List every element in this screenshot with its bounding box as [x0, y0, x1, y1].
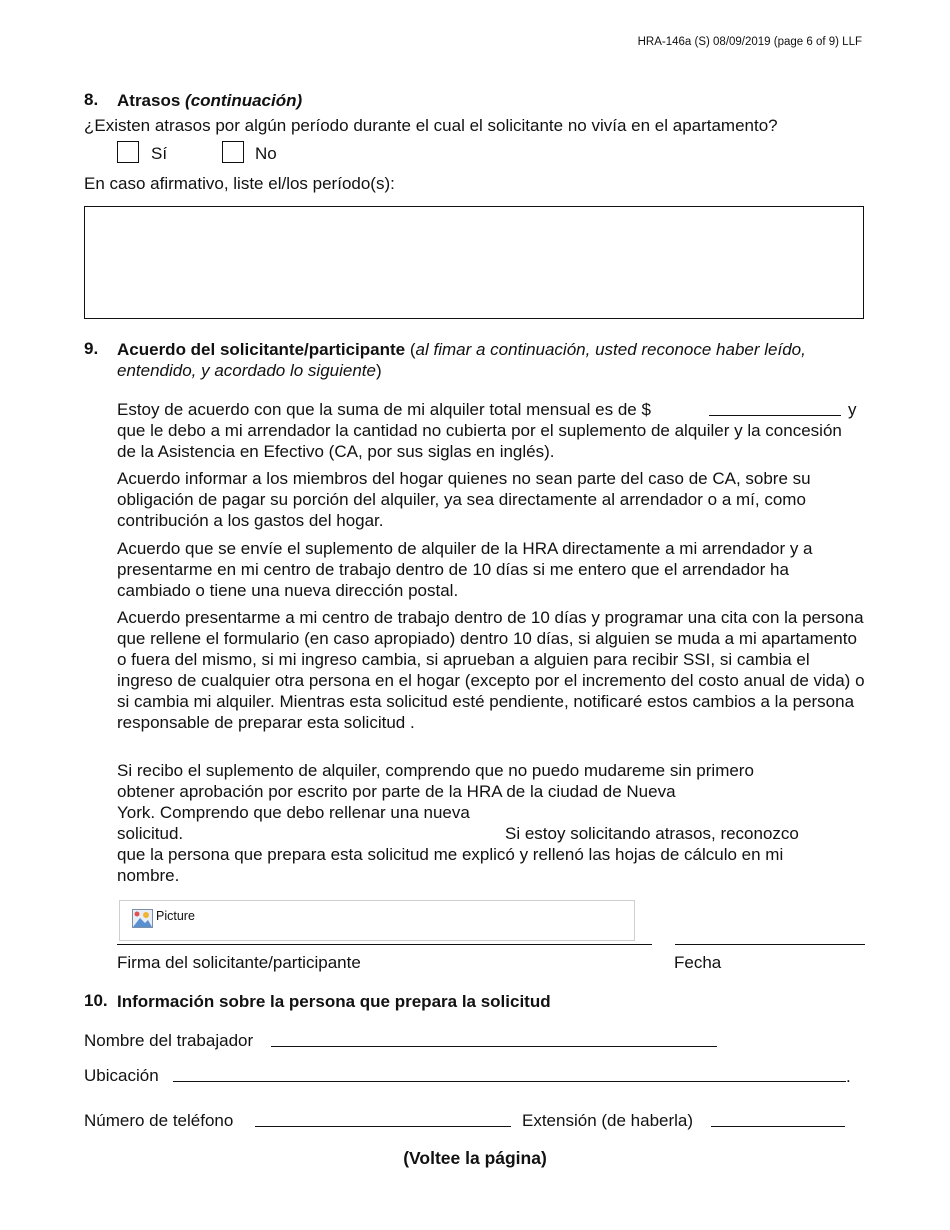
section-8-number: 8.	[84, 90, 99, 109]
move-line-3: York. Comprendo que debo rellenar una nueva	[117, 803, 470, 822]
household-paragraph: Acuerdo informar a los miembros del hogar quienes no sean parte del caso de CA, sobre su obligación de pagar su porción del alquiler, ya sea directamente al arrendador o a mí, como contribución a los gastos del hogar.	[117, 469, 811, 530]
phone-label: Número de teléfono	[84, 1111, 234, 1130]
landlord-paragraph: Acuerdo que se envíe el suplemento de alquiler de la HRA directamente a mi arrendador y a presentarme en mi centro de trabajo dentro de 10 días si me entero que el arrendador ha cambiado o tiene una nueva dirección postal.	[117, 539, 813, 600]
periods-textbox[interactable]	[84, 206, 864, 319]
section-8-title-suffix: (continuación)	[185, 91, 303, 110]
section-9-title: Acuerdo del solicitante/participante	[117, 340, 406, 359]
move-line-4b: Si estoy solicitando atrasos, reconozco	[505, 824, 799, 843]
date-line[interactable]	[675, 944, 865, 945]
rent-sentence-y: y	[848, 400, 857, 419]
section-8-heading	[117, 90, 302, 111]
turn-page-note: (Voltee la página)	[403, 1148, 547, 1168]
section-10-number: 10.	[84, 991, 108, 1010]
extension-label: Extensión (de haberla)	[522, 1111, 694, 1130]
phone-field[interactable]	[255, 1126, 511, 1127]
extension-field[interactable]	[711, 1126, 845, 1127]
date-label: Fecha	[674, 953, 722, 972]
worker-name-label: Nombre del trabajador	[84, 1031, 254, 1050]
section-9-subtitle: al fimar a continuación, usted reconoce haber leído, entendido, y acordado lo siguiente	[117, 340, 806, 380]
move-line-5: que la persona que prepara esta solicitud me explicó y rellenó las hojas de cálculo en mi	[117, 845, 784, 864]
arrears-question: ¿Existen atrasos por algún período durante el cual el solicitante no vivía en el apartamento?	[84, 116, 778, 135]
move-line-1: Si recibo el suplemento de alquiler, comprendo que no puedo mudareme sin primero	[117, 761, 754, 780]
rent-amount-field[interactable]	[709, 415, 841, 416]
location-label: Ubicación	[84, 1066, 159, 1085]
move-line-4a: solicitud.	[117, 824, 184, 843]
section-10-title: Información sobre la persona que prepara la solicitud	[117, 992, 551, 1011]
move-line-2: obtener aprobación por escrito por parte de la HRA de la ciudad de Nueva	[117, 782, 676, 801]
signature-label: Firma del solicitante/participante	[117, 953, 361, 972]
picture-label: Picture	[156, 909, 195, 923]
no-checkbox[interactable]	[222, 141, 244, 163]
periods-prompt: En caso afirmativo, liste el/los período(s):	[84, 174, 395, 193]
no-label: No	[255, 144, 277, 163]
section-9-heading	[117, 339, 857, 381]
worker-name-field[interactable]	[271, 1046, 717, 1047]
rent-sentence-cont: que le debo a mi arrendador la cantidad no cubierta por el suplemento de alquiler y la concesión de la Asistencia en Efectivo (CA, por sus siglas en inglés).	[117, 421, 842, 461]
section-8-title: Atrasos	[117, 91, 181, 110]
section-9-number: 9.	[84, 339, 99, 358]
yes-label: Sí	[151, 144, 168, 163]
changes-paragraph: Acuerdo presentarme a mi centro de trabajo dentro de 10 días y programar una cita con la persona que rellene el formulario (en caso apropiado) dentro 10 días, si alguien se muda a mi apartamento o fuera del mismo, si mi ingreso cambia, si aprueban a alguien para recibir SSI, si cambia el ingreso de cualquier otra persona en el hogar (excepto por el incremento del costo anual de vida) o si cambia mi alquiler. Mientras esta solicitud esté pendiente, notificaré estos cambios a la persona responsable de preparar esta solicitud .	[117, 608, 865, 732]
picture-icon	[132, 909, 153, 928]
section-9-subtitle-close: )	[375, 361, 382, 380]
location-field[interactable]	[173, 1081, 846, 1082]
yes-checkbox[interactable]	[117, 141, 139, 163]
move-line-6: nombre.	[117, 866, 180, 885]
signature-picture[interactable]	[119, 900, 635, 941]
signature-line[interactable]	[117, 944, 652, 945]
rent-sentence: Estoy de acuerdo con que la suma de mi alquiler total mensual es de $	[117, 400, 651, 419]
form-id: HRA-146a (S) 08/09/2019 (page 6 of 9) LLF	[637, 36, 862, 48]
location-end: .	[846, 1067, 851, 1086]
section-9-subtitle-open: (	[409, 340, 416, 359]
